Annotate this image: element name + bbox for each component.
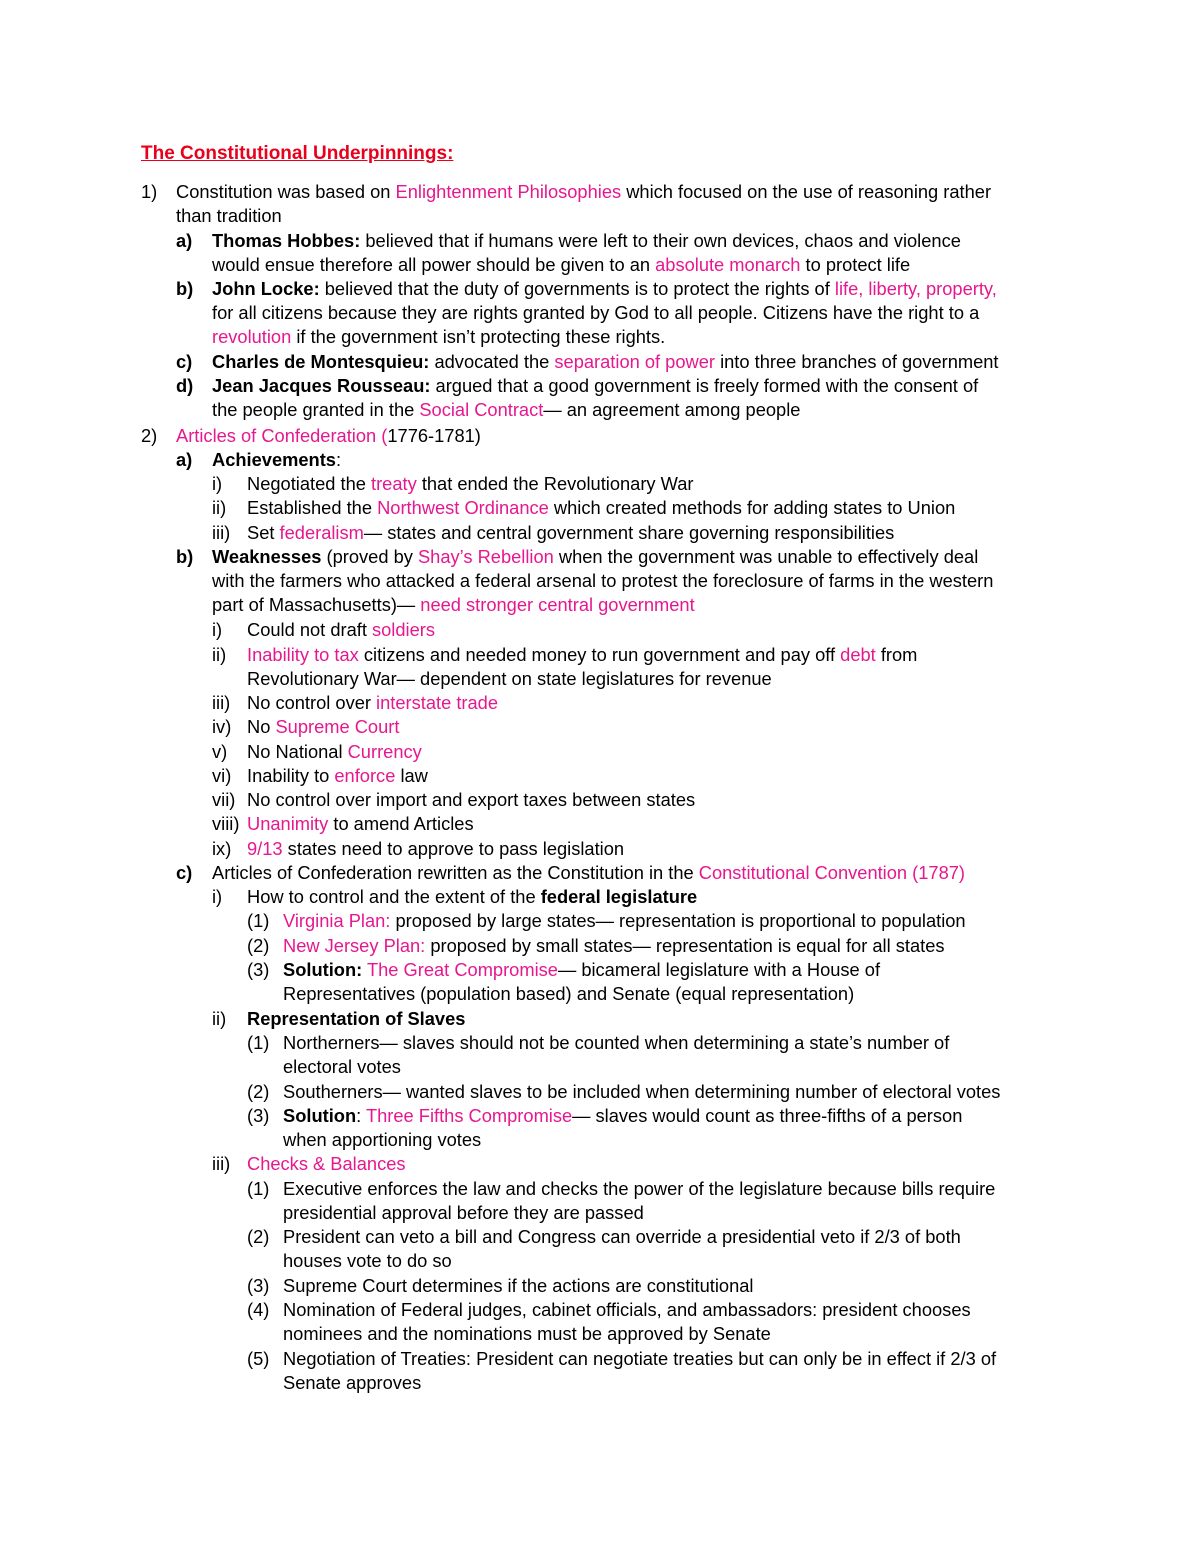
list-item-line — [247, 1007, 465, 1031]
text-run: (proved by — [321, 546, 418, 567]
highlighted-term: interstate trade — [376, 692, 498, 713]
list-item-line — [247, 521, 894, 545]
list-item-line — [212, 301, 979, 325]
list-marker: (2) — [247, 1226, 270, 1247]
highlighted-term: Articles of Confederation ( — [176, 425, 388, 446]
list-marker: (2) — [247, 1081, 270, 1102]
text-run: into three branches of government — [714, 351, 999, 372]
text-run: part of Massachusetts)— — [212, 594, 421, 616]
list-item-line — [283, 1249, 452, 1273]
list-marker: b) — [176, 278, 194, 299]
list-marker: 1) — [141, 181, 158, 202]
highlighted-term: separation of power — [554, 351, 715, 372]
highlighted-term: The Great Compromise — [366, 959, 558, 980]
bold-term: John Locke: — [212, 278, 320, 299]
highlighted-term: Constitutional Convention (1787) — [698, 862, 966, 883]
text-run: No — [247, 716, 276, 737]
highlighted-term: Supreme Court — [275, 716, 400, 737]
highlighted-term: Social Contract — [419, 399, 544, 421]
list-marker: b) — [176, 546, 194, 567]
document-title: The Constitutional Underpinnings: — [141, 143, 454, 164]
text-run: No control over — [247, 692, 377, 713]
list-item-line — [283, 1031, 949, 1055]
highlighted-term: New Jersey Plan: — [283, 935, 426, 956]
text-run: How to control and the extent of the — [247, 886, 541, 907]
text-run: than tradition — [176, 205, 282, 227]
text-run: electoral votes — [283, 1056, 401, 1078]
list-marker: (3) — [247, 1105, 270, 1126]
list-marker: (2) — [247, 935, 270, 956]
list-item-line — [247, 812, 474, 836]
list-marker: viii) — [212, 813, 240, 834]
list-item-line — [212, 448, 341, 472]
list-item-line — [176, 204, 282, 228]
list-marker: a) — [176, 230, 193, 251]
highlighted-term: debt — [840, 644, 876, 665]
highlighted-term: 9/13 — [247, 838, 283, 859]
list-item-line — [212, 350, 999, 374]
highlighted-term: Northwest Ordinance — [377, 497, 549, 518]
list-item-line — [247, 472, 693, 496]
text-run: for all citizens because they are rights granted by God to all people. Citizens have the right to a — [212, 302, 980, 324]
list-item-line — [176, 424, 481, 448]
text-run: states need to approve to pass legislation — [282, 838, 625, 859]
list-item-line — [283, 1104, 962, 1128]
highlighted-term: Enlightenment Philosophies — [395, 181, 622, 202]
list-item-line — [283, 1080, 1000, 1104]
list-item-line — [283, 1347, 996, 1371]
highlighted-term: life, liberty, property, — [834, 278, 997, 299]
text-run: — bicameral legislature with a House of — [557, 959, 881, 980]
text-run: believed that if humans were left to their own devices, chaos and violence — [360, 230, 961, 251]
list-item-line — [283, 1322, 771, 1346]
list-marker: iii) — [212, 522, 231, 543]
list-item-line — [212, 398, 800, 422]
list-marker: (1) — [247, 910, 270, 931]
list-marker: vi) — [212, 765, 232, 786]
list-marker: v) — [212, 741, 228, 762]
bold-term: Weaknesses — [212, 546, 322, 567]
highlighted-term: treaty — [371, 473, 417, 494]
text-run: citizens and needed money to run government and pay off — [358, 644, 841, 665]
text-run: houses vote to do so — [283, 1250, 452, 1272]
highlighted-term: federalism — [279, 522, 364, 543]
text-run: Nomination of Federal judges, cabinet officials, and ambassadors: president chooses — [283, 1299, 971, 1320]
list-item-line — [283, 958, 880, 982]
highlighted-term: soldiers — [372, 619, 435, 640]
list-marker: (3) — [247, 1275, 270, 1296]
list-item-line — [247, 740, 422, 764]
bold-term: Solution — [283, 1105, 357, 1126]
list-marker: ii) — [212, 497, 227, 518]
list-item-line — [176, 180, 991, 204]
list-item-line — [212, 277, 997, 301]
list-item-line — [247, 885, 697, 909]
highlighted-term: Unanimity — [247, 813, 329, 834]
list-item-line — [283, 909, 966, 933]
bold-term: Jean Jacques Rousseau: — [212, 375, 431, 396]
highlighted-term: revolution — [212, 326, 292, 348]
list-item-line — [247, 496, 955, 520]
text-run: proposed by large states— representation is proportional to population — [390, 910, 966, 931]
highlighted-term: enforce — [334, 765, 396, 786]
text-run: Executive enforces the law and checks the power of the legislature because bills require — [283, 1178, 996, 1199]
list-marker: ii) — [212, 644, 227, 665]
text-run: Could not draft — [247, 619, 372, 640]
bold-term: Representation of Slaves — [247, 1008, 466, 1029]
text-run: No control over import and export taxes between states — [247, 789, 696, 810]
text-run: Articles of Confederation rewritten as the Constitution in the — [212, 862, 699, 883]
bold-term: Charles de Montesquieu: — [212, 351, 430, 372]
text-run: that ended the Revolutionary War — [416, 473, 694, 494]
list-item-line — [247, 667, 772, 691]
list-item-line — [283, 1371, 421, 1395]
list-item-line — [283, 1298, 971, 1322]
text-run: Supreme Court determines if the actions are constitutional — [283, 1275, 754, 1296]
text-run: — slaves would count as three-fifths of a person — [572, 1105, 963, 1126]
text-run: — states and central government share governing responsibilities — [363, 522, 895, 543]
list-marker: (3) — [247, 959, 270, 980]
list-item-line — [212, 325, 665, 349]
text-run: Negotiation of Treaties: President can negotiate treaties but can only be in effect if 2/3 of — [283, 1348, 997, 1369]
list-item-line — [247, 788, 695, 812]
text-run: when apportioning votes — [283, 1129, 482, 1151]
text-run: Set — [247, 522, 280, 543]
list-item-line — [283, 982, 854, 1006]
text-run: which focused on the use of reasoning rather — [621, 181, 992, 202]
list-marker: vii) — [212, 789, 236, 810]
list-item-line — [247, 1152, 406, 1176]
list-marker: 2) — [141, 425, 158, 446]
list-marker: iv) — [212, 716, 232, 737]
text-run: with the farmers who attacked a federal arsenal to protest the foreclosure of farms in the western — [212, 570, 994, 592]
text-run: Southerners— wanted slaves to be included when determining number of electoral votes — [283, 1081, 1001, 1102]
text-run: presidential approval before they are passed — [283, 1202, 644, 1224]
text-run: to protect life — [800, 254, 911, 276]
text-run: Representatives (population based) and Senate (equal representation) — [283, 983, 855, 1005]
highlighted-term: Currency — [347, 741, 422, 762]
text-run: Constitution was based on — [176, 181, 396, 202]
list-item-line — [283, 934, 945, 958]
text-run: : — [335, 449, 342, 470]
text-run: which created methods for adding states to Union — [548, 497, 956, 518]
text-run: the people granted in the — [212, 399, 420, 421]
text-run: would ensue therefore all power should be given to an — [212, 254, 656, 276]
bold-term: Thomas Hobbes: — [212, 230, 361, 251]
text-run: argued that a good government is freely formed with the consent of — [430, 375, 979, 396]
list-marker: iii) — [212, 692, 231, 713]
list-marker: iii) — [212, 1153, 231, 1174]
list-marker: (5) — [247, 1348, 270, 1369]
bold-term: Achievements — [212, 449, 336, 470]
list-item-line — [247, 691, 498, 715]
text-run: proposed by small states— representation is equal for all states — [425, 935, 945, 956]
text-run: 1776-1781) — [387, 425, 481, 446]
text-run: Negotiated the — [247, 473, 371, 494]
list-item-line — [247, 618, 435, 642]
text-run: when the government was unable to effectively deal — [553, 546, 979, 567]
list-marker: (1) — [247, 1178, 270, 1199]
highlighted-term: Virginia Plan: — [283, 910, 391, 931]
text-run: Established the — [247, 497, 378, 518]
highlighted-term: Inability to tax — [247, 644, 359, 665]
text-run: nominees and the nominations must be approved by Senate — [283, 1323, 771, 1345]
list-marker: d) — [176, 375, 194, 396]
text-run: law — [395, 765, 428, 786]
highlighted-term: Shay’s Rebellion — [417, 546, 554, 567]
text-run: Revolutionary War— dependent on state legislatures for revenue — [247, 668, 772, 690]
list-item-line — [212, 569, 993, 593]
text-run: advocated the — [429, 351, 555, 372]
list-marker: c) — [176, 351, 193, 372]
list-item-line — [283, 1128, 481, 1152]
list-item-line — [212, 861, 965, 885]
list-item-line — [247, 764, 428, 788]
list-marker: ii) — [212, 1008, 227, 1029]
list-item-line — [283, 1225, 961, 1249]
list-marker: i) — [212, 473, 223, 494]
text-run: to amend Articles — [328, 813, 474, 834]
bold-term: Solution: — [283, 959, 363, 980]
list-item-line — [212, 374, 978, 398]
list-item-line — [247, 643, 917, 667]
highlighted-term: absolute monarch — [655, 254, 801, 276]
text-run: : — [356, 1105, 366, 1126]
list-item-line — [212, 253, 910, 277]
list-item-line — [212, 229, 961, 253]
highlighted-term: Three Fifths Compromise — [365, 1105, 573, 1126]
list-marker: c) — [176, 862, 193, 883]
text-run: Northerners— slaves should not be counted when determining a state’s number of — [283, 1032, 950, 1053]
text-run: No National — [247, 741, 348, 762]
list-item-line — [283, 1274, 753, 1298]
highlighted-term: Checks & Balances — [247, 1153, 406, 1174]
list-marker: i) — [212, 619, 223, 640]
list-item-line — [247, 715, 399, 739]
text-run: President can veto a bill and Congress can override a presidential veto if 2/3 of both — [283, 1226, 961, 1247]
list-marker: (4) — [247, 1299, 270, 1320]
list-item-line — [283, 1201, 644, 1225]
list-item-line — [212, 593, 695, 617]
text-run: — an agreement among people — [543, 399, 801, 421]
text-run: believed that the duty of governments is to protect the rights of — [319, 278, 835, 299]
bold-term: federal legislature — [540, 886, 698, 907]
list-item-line — [247, 837, 624, 861]
list-marker: (1) — [247, 1032, 270, 1053]
list-marker: ix) — [212, 838, 232, 859]
text-run: if the government isn’t protecting these rights. — [291, 326, 666, 348]
list-marker: i) — [212, 886, 223, 907]
text-run: from — [875, 644, 918, 665]
highlighted-term: need stronger central government — [420, 594, 695, 616]
text-run: Senate approves — [283, 1372, 422, 1394]
text-run: Inability to — [247, 765, 335, 786]
list-marker: a) — [176, 449, 193, 470]
list-item-line — [283, 1177, 995, 1201]
list-item-line — [283, 1055, 401, 1079]
list-item-line — [212, 545, 978, 569]
